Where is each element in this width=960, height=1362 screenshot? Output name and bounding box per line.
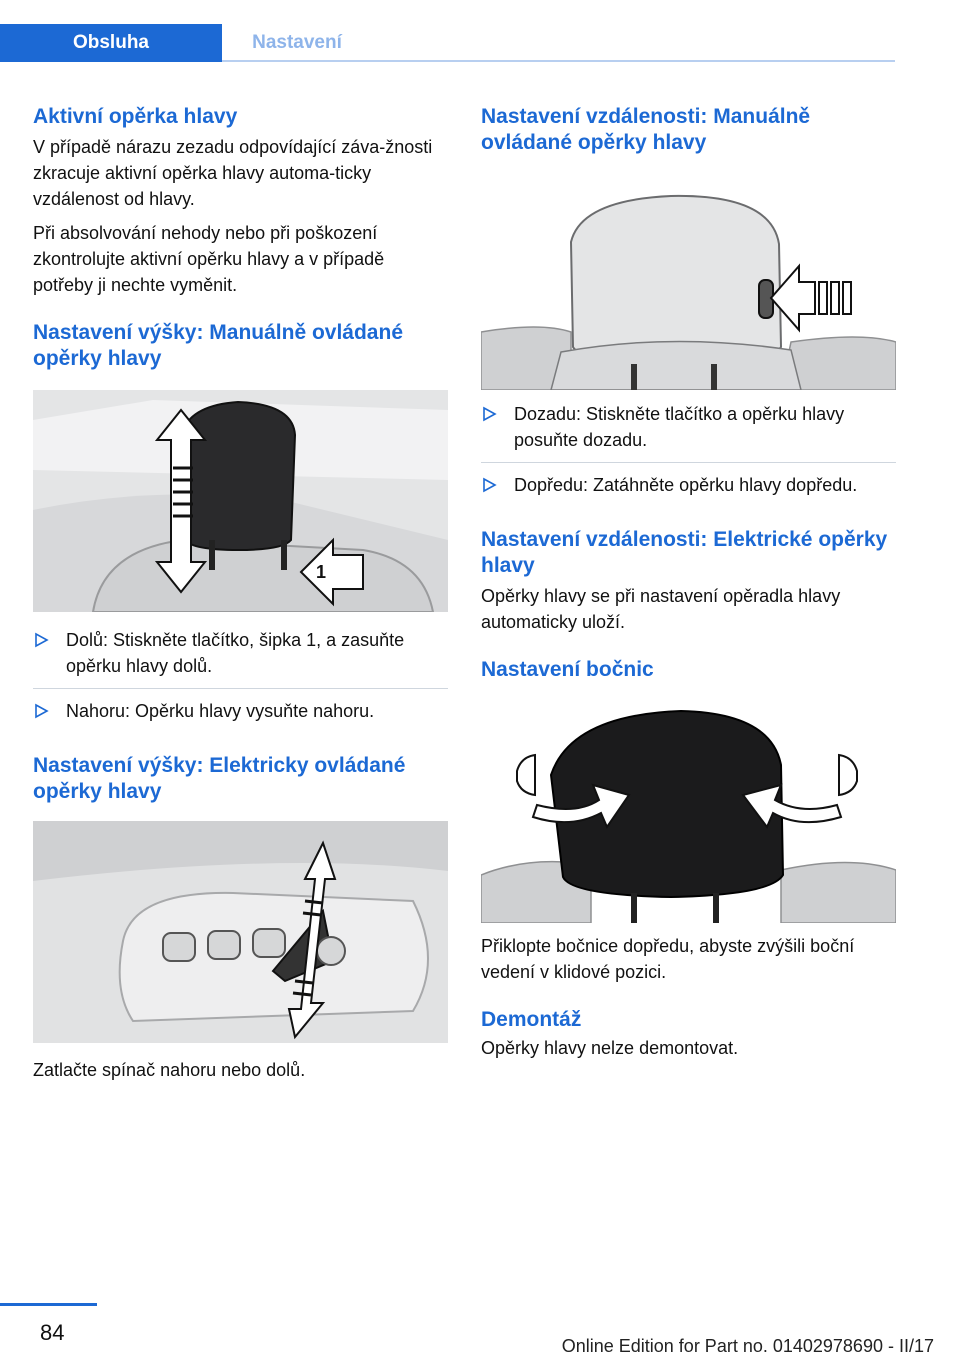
paragraph: Zatlačte spínač nahoru nebo dolů. xyxy=(33,1060,306,1080)
triangle-right-icon xyxy=(481,406,497,422)
list-item xyxy=(33,618,448,689)
left-column xyxy=(33,104,448,1083)
headrest-distance-illustration xyxy=(481,182,896,390)
triangle-right-icon xyxy=(33,632,49,648)
section-title-manual-height: Nastavení výšky: Manuálně ovládané opěrky hlavy xyxy=(33,321,403,370)
list-item-text: Dopředu: Zatáhněte opěrku hlavy dopředu. xyxy=(514,475,858,495)
page-number-rule xyxy=(0,1303,97,1306)
triangle-right-icon xyxy=(33,703,49,719)
figure-side-bolsters xyxy=(481,705,896,923)
section-title-active-headrest: Aktivní opěrka hlavy xyxy=(33,105,238,128)
list-item xyxy=(481,463,896,507)
section-title-electric-distance: Nastavení vzdálenosti: Elektrické opěrky hlavy xyxy=(481,528,888,577)
list-item-text: Dolů: Stiskněte tlačítko, šipka 1, a zasuňte opěrku hlavy dolů. xyxy=(66,630,405,676)
footer-edition: Online Edition for Part no. 01402978690 - II/17 xyxy=(561,1336,934,1356)
figure-electric-height xyxy=(33,821,448,1043)
paragraph: Přiklopte bočnice dopředu, abyste zvýšili boční vedení v klidové pozici. xyxy=(481,936,855,982)
paragraph: Opěrky hlavy nelze demontovat. xyxy=(481,1038,739,1058)
triangle-right-icon xyxy=(481,477,497,493)
tab-underline xyxy=(222,60,895,62)
header-tabs xyxy=(0,24,895,62)
bullet-list-distance xyxy=(481,392,896,507)
paragraph: Opěrky hlavy se při nastavení opěradla hlavy automaticky uloží. xyxy=(481,586,841,632)
bullet-list-height xyxy=(33,618,448,733)
list-item xyxy=(481,392,896,463)
list-item-text: Dozadu: Stiskněte tlačítko a opěrku hlavy posuňte dozadu. xyxy=(514,404,845,450)
figure-manual-distance xyxy=(481,182,896,390)
section-title-manual-distance: Nastavení vzdálenosti: Manuálně ovládané opěrky hlavy xyxy=(481,105,811,154)
figure-manual-height xyxy=(33,390,448,612)
list-item-text: Nahoru: Opěrku hlavy vysuňte nahoru. xyxy=(66,701,375,721)
section-title-electric-height: Nastavení výšky: Elektricky ovládané opěrky hlavy xyxy=(33,754,406,803)
right-column xyxy=(481,104,896,1061)
tab-nastaveni[interactable]: Nastavení xyxy=(252,32,342,53)
section-title-side-bolsters: Nastavení bočnic xyxy=(481,658,654,681)
tab-obsluha[interactable]: Obsluha xyxy=(0,24,222,62)
headrest-wings-illustration xyxy=(481,705,896,923)
headrest-height-illustration xyxy=(33,390,448,612)
section-title-removal: Demontáž xyxy=(481,1008,582,1031)
list-item xyxy=(33,689,448,733)
paragraph: V případě nárazu zezadu odpovídající záva-žnosti zkracuje aktivní opěrka hlavy automa-ticky vzdálenost od hlavy. xyxy=(33,137,433,209)
page-number: 84 xyxy=(40,1320,65,1345)
paragraph: Při absolvování nehody nebo při poškození zkontrolujte aktivní opěrku hlavy a v případě potřeby ji nechte vyměnit. xyxy=(33,223,385,295)
seat-switch-illustration xyxy=(33,821,448,1043)
figure-label-1: 1 xyxy=(316,562,327,582)
